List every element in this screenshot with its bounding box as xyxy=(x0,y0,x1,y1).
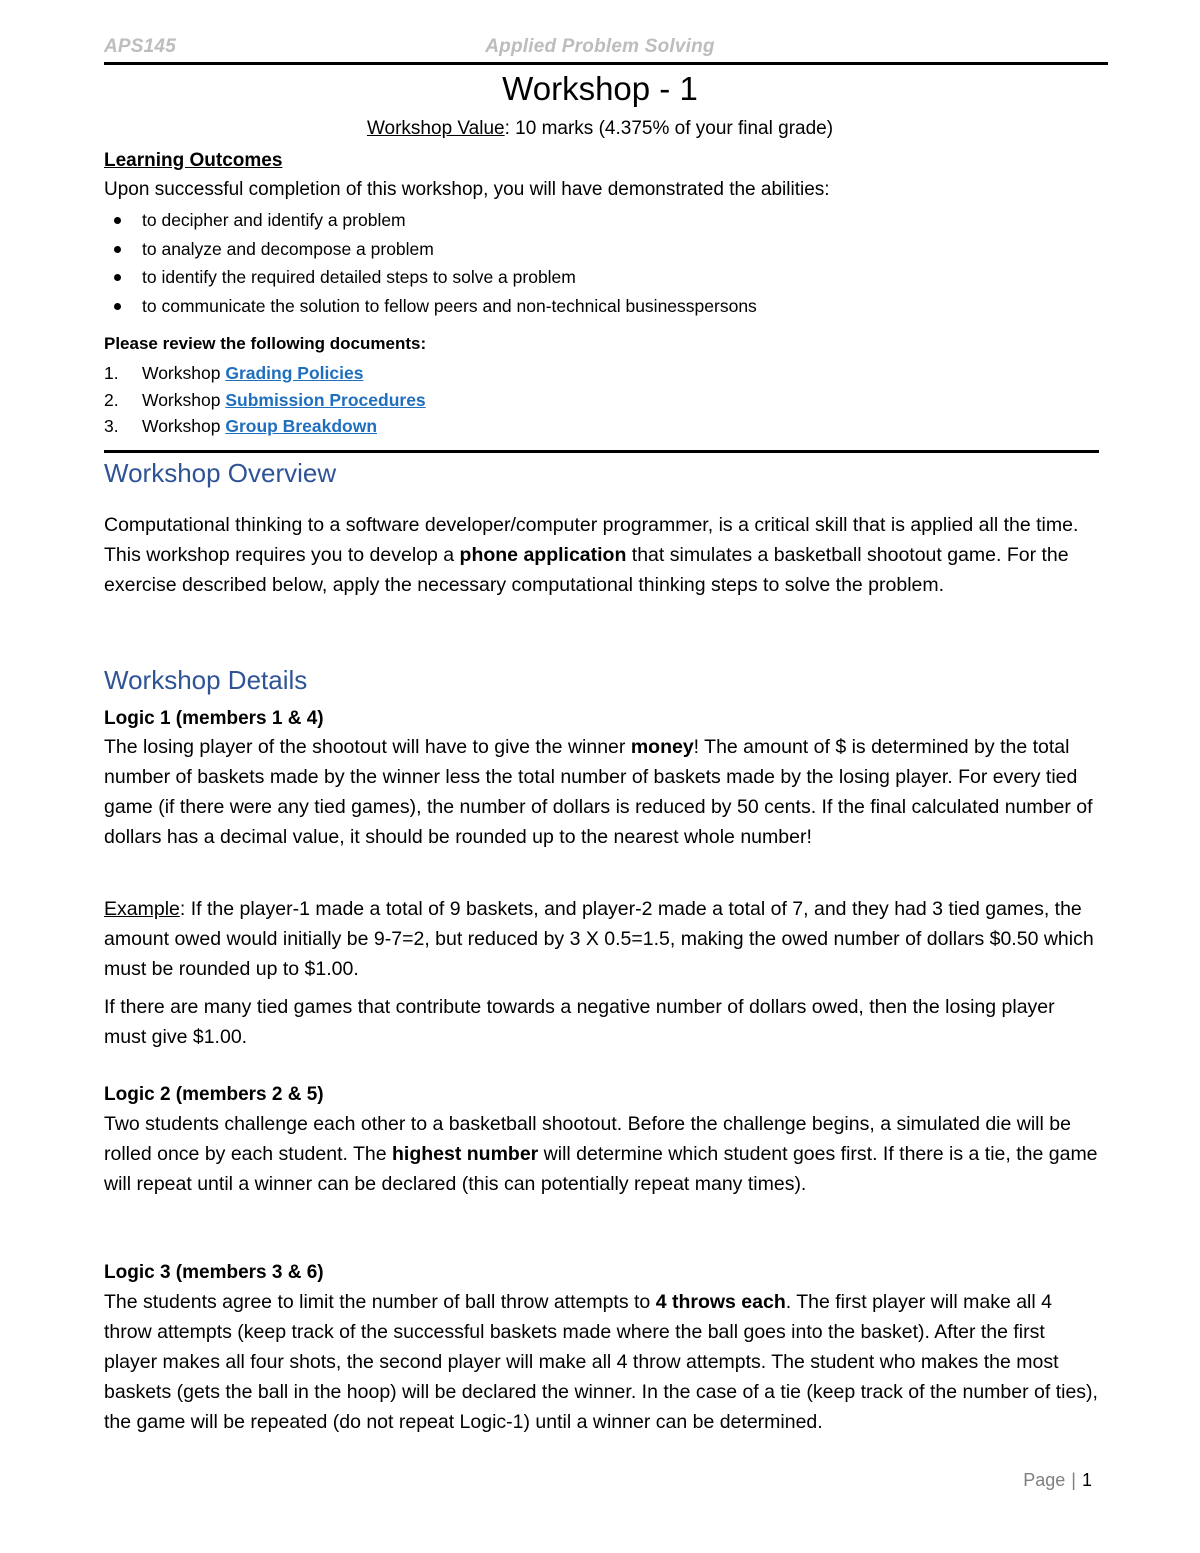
list-item: to identify the required detailed steps to solve a problem xyxy=(104,263,757,292)
footer-page-number: 1 xyxy=(1081,1470,1092,1490)
logic3-bold: 4 throws each xyxy=(655,1291,786,1313)
details-heading: Workshop Details xyxy=(104,665,308,695)
logic2-text-b: will determine which student goes first. If there is a tie, the game will repeat until a winner can be declared (this can potentially repeat many times). xyxy=(104,1143,1098,1195)
logic1-heading: Logic 1 (members 1 & 4) xyxy=(104,708,324,729)
logic3-text-b: . The first player will make all 4 throw attempts (keep track of the successful baskets made where the ball goes into the basket). After the first player makes all four shots, the second player will make all 4 throw attempts. The student who makes the most baskets (gets the ball in the hoop) will be declared the winner. In the case of a tie (keep track of the number of ties), the game will be repeated (do not repeat Logic-1) until a winner can be determined. xyxy=(104,1291,1098,1433)
logic3-text-a: The students agree to limit the number of ball throw attempts to xyxy=(104,1291,656,1313)
review-documents-list xyxy=(104,360,426,440)
logic1-text-a: The losing player of the shootout will have to give the winner xyxy=(104,736,631,758)
logic1-note: If there are many tied games that contribute towards a negative number of dollars owed, then the losing player must give $1.00. xyxy=(104,996,1055,1048)
page-footer xyxy=(1023,1470,1092,1491)
logic2-paragraph xyxy=(104,1109,1099,1199)
learning-outcomes-list xyxy=(104,206,757,320)
learning-outcomes-heading: Learning Outcomes xyxy=(104,150,283,171)
list-item: to analyze and decompose a problem xyxy=(104,235,757,264)
logic2-text-a: Two students challenge each other to a basketball shootout. Before the challenge begins, a simulated die will be rolled once by each student. The xyxy=(104,1113,1071,1165)
overview-text-a: Computational thinking to a software developer/computer programmer, is a critical skill that is applied all the time. This workshop requires you to develop a xyxy=(104,514,1079,566)
logic1-paragraph xyxy=(104,732,1099,852)
overview-text-b: that simulates a basketball shootout game. For the exercise described below, apply the necessary computational thinking steps to solve the problem. xyxy=(104,544,1069,596)
list-number: 3. xyxy=(104,416,119,436)
workshop-value-text: : 10 marks (4.375% of your final grade) xyxy=(504,118,834,139)
logic2-heading: Logic 2 (members 2 & 5) xyxy=(104,1084,324,1105)
logic1-example xyxy=(104,894,1099,984)
footer-separator: | xyxy=(1071,1470,1076,1490)
header-course-name: Applied Problem Solving xyxy=(485,36,715,57)
list-item: to decipher and identify a problem xyxy=(104,206,757,235)
list-item: to communicate the solution to fellow peers and non-technical businesspersons xyxy=(104,292,757,321)
overview-bold: phone application xyxy=(459,544,627,566)
list-number: 2. xyxy=(104,389,119,410)
header-rule xyxy=(104,62,1108,65)
workshop-value xyxy=(0,118,1200,140)
list-prefix: Workshop xyxy=(142,416,226,436)
overview-heading: Workshop Overview xyxy=(104,458,337,488)
list-prefix: Workshop xyxy=(142,389,226,410)
header-course-code: APS145 xyxy=(104,36,176,57)
group-breakdown-link[interactable]: Group Breakdown xyxy=(225,416,378,436)
logic1-text-b: ! The amount of $ is determined by the total number of baskets made by the winner less the total number of baskets made by the losing player. For every tied game (if there were any tied games), the number of dollars is reduced by 50 cents. If the final calculated number of dollars has a decimal value, it should be rounded up to the nearest whole number! xyxy=(104,736,1093,848)
workshop-value-label: Workshop Value xyxy=(366,118,505,139)
section-rule xyxy=(104,450,1099,453)
submission-procedures-link[interactable]: Submission Procedures xyxy=(225,389,426,410)
list-item xyxy=(104,360,426,387)
list-number: 1. xyxy=(104,363,119,383)
example-text: : If the player-1 made a total of 9 baskets, and player-2 made a total of 7, and they had 3 tied games, the amount owed would initially be 9-7=2, but reduced by 3 X 0.5=1.5, making the owed number of dollars $0.50 which must be rounded up to $1.00. xyxy=(104,898,1094,980)
logic3-paragraph xyxy=(104,1287,1099,1437)
logic2-bold: highest number xyxy=(392,1143,539,1165)
logic3-heading: Logic 3 (members 3 & 6) xyxy=(104,1262,324,1283)
review-heading: Please review the following documents: xyxy=(104,334,427,353)
list-item xyxy=(104,387,426,414)
logic1-bold: money xyxy=(630,736,694,758)
list-item xyxy=(104,413,426,440)
list-prefix: Workshop xyxy=(142,363,226,383)
footer-page-label: Page xyxy=(1023,1470,1066,1490)
overview-paragraph xyxy=(104,510,1099,600)
grading-policies-link[interactable]: Grading Policies xyxy=(225,363,364,383)
page-title: Workshop - 1 xyxy=(502,70,698,107)
example-label: Example xyxy=(104,898,180,920)
learning-outcomes-intro: Upon successful completion of this workshop, you will have demonstrated the abilities: xyxy=(104,179,830,200)
